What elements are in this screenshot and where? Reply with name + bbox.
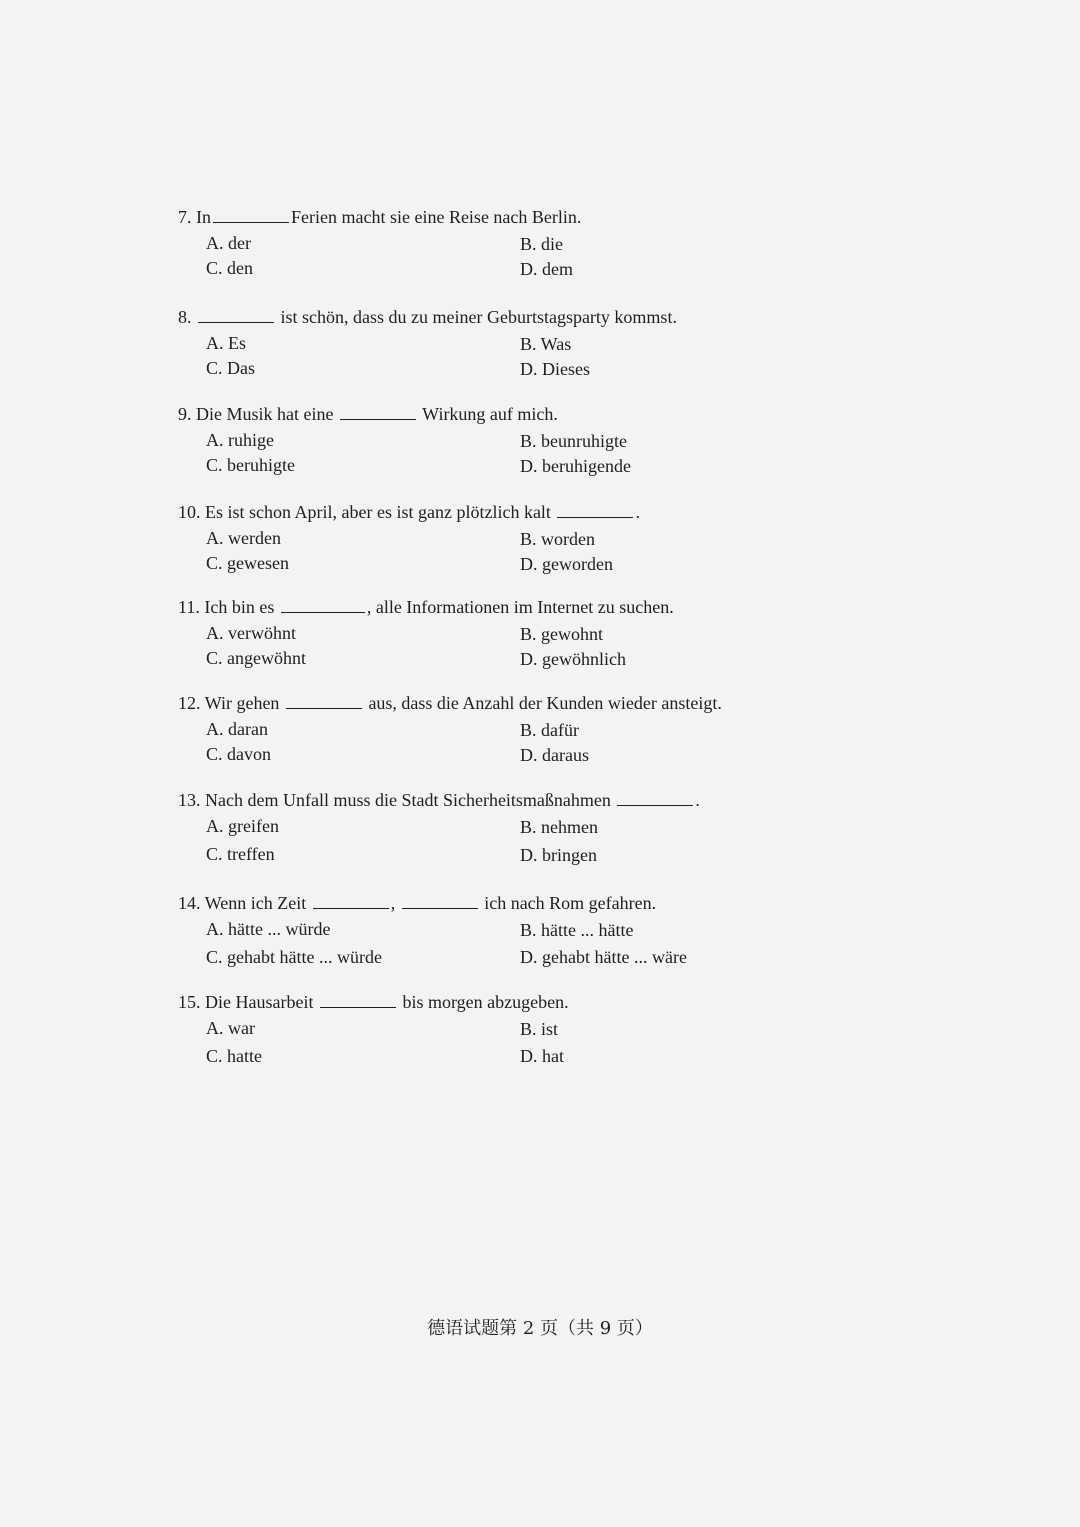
option-d: D. daraus xyxy=(520,745,589,765)
question-11 xyxy=(178,595,898,671)
answer-blank xyxy=(313,891,389,909)
options xyxy=(178,812,898,868)
options xyxy=(178,524,898,576)
question-stem: 9. Die Musik hat eine Wirkung auf mich. xyxy=(178,404,558,424)
options xyxy=(178,229,898,281)
option-c: C. angewöhnt xyxy=(206,648,306,668)
option-c: C. hatte xyxy=(206,1046,262,1066)
question-stem: 15. Die Hausarbeit bis morgen abzugeben. xyxy=(178,992,569,1012)
option-b: B. nehmen xyxy=(520,817,598,837)
option-b: B. die xyxy=(520,234,563,254)
option-a: A. der xyxy=(206,233,251,253)
options xyxy=(178,1014,898,1070)
option-b: B. ist xyxy=(520,1019,559,1039)
option-d: D. beruhigende xyxy=(520,456,631,476)
option-b: B. gewohnt xyxy=(520,624,603,644)
option-d: D. Dieses xyxy=(520,359,590,379)
question-12 xyxy=(178,691,898,767)
answer-blank xyxy=(617,788,693,806)
question-stem: 8. ist schön, dass du zu meiner Geburtstagsparty kommst. xyxy=(178,307,677,327)
answer-blank xyxy=(281,595,365,613)
question-stem: 11. Ich bin es , alle Informationen im Internet zu suchen. xyxy=(178,597,674,617)
option-c: C. beruhigte xyxy=(206,455,295,475)
answer-blank xyxy=(286,691,362,709)
option-a: A. Es xyxy=(206,333,246,353)
question-15 xyxy=(178,990,898,1070)
page-footer: 德语试题第 2 页（共 9 页） xyxy=(427,1318,653,1339)
question-stem: 13. Nach dem Unfall muss die Stadt Sicherheitsmaßnahmen . xyxy=(178,790,700,810)
question-number: 10. xyxy=(178,502,201,522)
question-number: 9. xyxy=(178,404,192,424)
option-a: A. verwöhnt xyxy=(206,623,296,643)
question-10 xyxy=(178,500,898,576)
question-number: 14. xyxy=(178,893,201,913)
question-stem: 10. Es ist schon April, aber es ist ganz plötzlich kalt . xyxy=(178,502,640,522)
option-c: C. Das xyxy=(206,358,255,378)
option-c: C. treffen xyxy=(206,844,275,864)
question-9 xyxy=(178,402,898,478)
option-b: B. dafür xyxy=(520,720,579,740)
option-a: A. greifen xyxy=(206,816,279,836)
question-14 xyxy=(178,891,898,971)
question-number: 8. xyxy=(178,307,192,327)
options xyxy=(178,715,898,767)
question-stem: 7. In Ferien macht sie eine Reise nach Berlin. xyxy=(178,207,582,227)
option-a: A. daran xyxy=(206,719,268,739)
options xyxy=(178,619,898,671)
option-d: D. dem xyxy=(520,259,573,279)
option-a: A. hätte ... würde xyxy=(206,919,331,939)
option-c: C. gewesen xyxy=(206,553,289,573)
question-number: 12. xyxy=(178,693,201,713)
question-number: 15. xyxy=(178,992,201,1012)
question-number: 13. xyxy=(178,790,201,810)
option-c: C. den xyxy=(206,258,253,278)
options xyxy=(178,426,898,478)
option-a: A. werden xyxy=(206,528,281,548)
option-d: D. geworden xyxy=(520,554,613,574)
answer-blank xyxy=(340,402,416,420)
option-a: A. war xyxy=(206,1018,255,1038)
question-8 xyxy=(178,305,898,381)
option-c: C. davon xyxy=(206,744,271,764)
answer-blank xyxy=(213,205,289,223)
option-b: B. worden xyxy=(520,529,595,549)
option-d: D. gewöhnlich xyxy=(520,649,626,669)
options xyxy=(178,329,898,381)
option-a: A. ruhige xyxy=(206,430,274,450)
options xyxy=(178,915,898,971)
question-number: 11. xyxy=(178,597,200,617)
option-c: C. gehabt hätte ... würde xyxy=(206,947,382,967)
question-13 xyxy=(178,788,898,868)
answer-blank xyxy=(320,990,396,1008)
answer-blank xyxy=(198,305,274,323)
question-stem: 12. Wir gehen aus, dass die Anzahl der Kunden wieder ansteigt. xyxy=(178,693,722,713)
option-b: B. hätte ... hätte xyxy=(520,920,634,940)
option-d: D. hat xyxy=(520,1046,564,1066)
question-number: 7. xyxy=(178,207,192,227)
option-b: B. Was xyxy=(520,334,572,354)
option-b: B. beunruhigte xyxy=(520,431,627,451)
option-d: D. bringen xyxy=(520,845,597,865)
question-stem: 14. Wenn ich Zeit , ich nach Rom gefahren. xyxy=(178,893,657,913)
answer-blank xyxy=(557,500,633,518)
question-7 xyxy=(178,205,898,281)
option-d: D. gehabt hätte ... wäre xyxy=(520,947,687,967)
answer-blank xyxy=(402,891,478,909)
